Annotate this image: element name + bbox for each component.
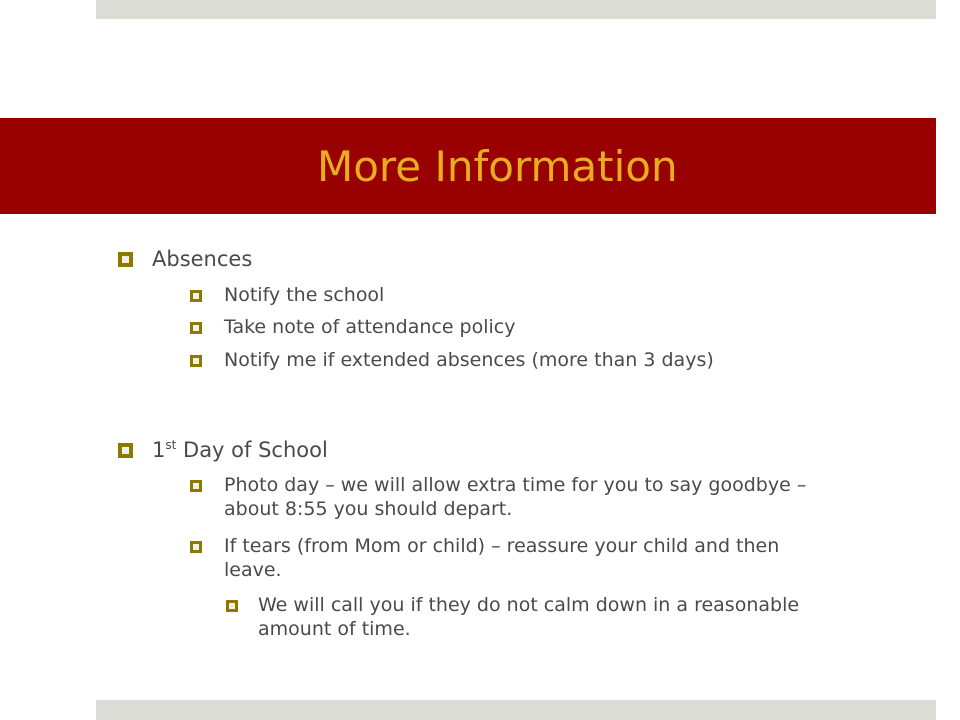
square-bullet-icon — [190, 322, 202, 334]
list-item-line: about 8:55 you should depart. — [224, 498, 513, 520]
list-item: Take note of attendance policy — [224, 316, 516, 338]
list-item-line: If tears (from Mom or child) – reassure your child and then — [224, 535, 780, 557]
heading-number: 1 — [152, 438, 166, 462]
section-heading-absences: Absences — [152, 247, 253, 271]
list-item: Notify the school — [224, 284, 385, 306]
top-decor-bar — [96, 0, 936, 19]
square-bullet-icon — [190, 290, 202, 302]
section-heading-first-day — [152, 437, 328, 463]
heading-ordinal-suffix: st — [165, 438, 177, 452]
bottom-decor-bar — [96, 700, 936, 720]
square-bullet-icon — [190, 355, 202, 367]
sub-list-item-line: amount of time. — [258, 618, 411, 640]
square-bullet-icon — [190, 541, 202, 553]
heading-text: Day of School — [176, 438, 328, 462]
sub-list-item-line: We will call you if they do not calm down in a reasonable — [258, 594, 800, 616]
square-bullet-icon — [226, 600, 238, 612]
square-bullet-icon — [190, 480, 202, 492]
square-bullet-icon — [118, 443, 133, 458]
list-item-line: leave. — [224, 559, 282, 581]
square-bullet-icon — [118, 252, 133, 267]
list-item-line: Photo day – we will allow extra time for you to say goodbye – — [224, 474, 807, 496]
list-item: Notify me if extended absences (more than 3 days) — [224, 349, 714, 371]
slide-title: More Information — [317, 142, 678, 191]
